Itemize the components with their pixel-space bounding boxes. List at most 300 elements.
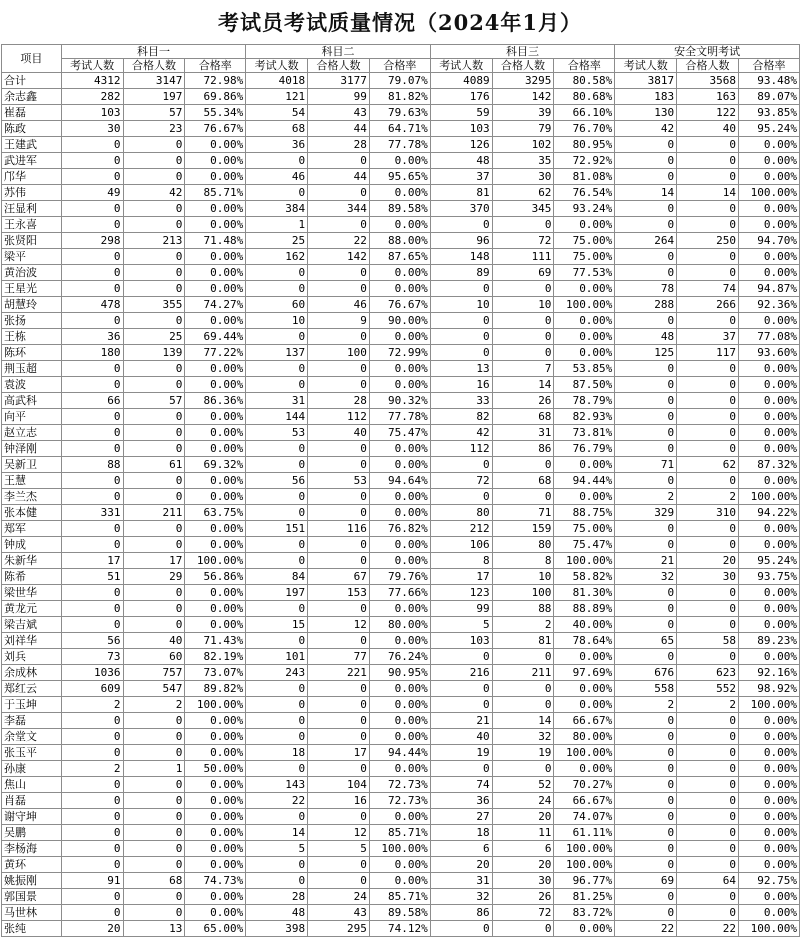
subject1-passed: 0 [123, 409, 185, 425]
subject3-examinees: 17 [430, 569, 492, 585]
column-header-project: 项目 [2, 45, 62, 73]
subject3-passed: 68 [492, 409, 554, 425]
subject2-examinees: 5 [246, 841, 308, 857]
examinee-name: 钟泽刚 [2, 441, 62, 457]
subject1-passed: 139 [123, 345, 185, 361]
safety-pass-rate: 100.00% [738, 489, 799, 505]
subject2-examinees: 384 [246, 201, 308, 217]
subject3-passed: 30 [492, 873, 554, 889]
safety-passed: 117 [677, 345, 739, 361]
subject3-passed: 14 [492, 377, 554, 393]
table-row [2, 921, 800, 937]
subject1-examinees: 0 [61, 441, 123, 457]
examinee-name: 陈希 [2, 569, 62, 585]
subject1-passed: 211 [123, 505, 185, 521]
subject2-pass-rate: 76.24% [369, 649, 430, 665]
table-row [2, 681, 800, 697]
safety-passed: 2 [677, 489, 739, 505]
safety-pass-rate: 0.00% [738, 777, 799, 793]
table-row [2, 425, 800, 441]
examinee-name: 朱新华 [2, 553, 62, 569]
safety-examinees: 0 [615, 153, 677, 169]
subject3-examinees: 27 [430, 809, 492, 825]
table-row [2, 729, 800, 745]
subject1-examinees: 0 [61, 217, 123, 233]
safety-pass-rate: 0.00% [738, 473, 799, 489]
subject3-examinees: 36 [430, 793, 492, 809]
subject1-examinees: 0 [61, 809, 123, 825]
subject1-pass-rate: 0.00% [185, 441, 246, 457]
examinee-name: 胡慧玲 [2, 297, 62, 313]
subject1-examinees: 91 [61, 873, 123, 889]
subject3-pass-rate: 76.54% [554, 185, 615, 201]
subject2-pass-rate: 0.00% [369, 697, 430, 713]
subject2-pass-rate: 72.73% [369, 793, 430, 809]
table-row [2, 329, 800, 345]
safety-passed: 0 [677, 313, 739, 329]
examinee-name: 黄环 [2, 857, 62, 873]
subject1-examinees: 49 [61, 185, 123, 201]
safety-examinees: 0 [615, 809, 677, 825]
examinee-name: 刘兵 [2, 649, 62, 665]
subject3-examinees: 19 [430, 745, 492, 761]
examinee-name: 余堂文 [2, 729, 62, 745]
examinee-name: 武进军 [2, 153, 62, 169]
table-row [2, 777, 800, 793]
column-header-examinees: 考试人数 [61, 59, 123, 73]
subject1-examinees: 609 [61, 681, 123, 697]
safety-pass-rate: 87.32% [738, 457, 799, 473]
safety-pass-rate: 93.48% [738, 73, 799, 89]
safety-examinees: 0 [615, 409, 677, 425]
subject2-pass-rate: 0.00% [369, 217, 430, 233]
column-header-pass-rate: 合格率 [738, 59, 799, 73]
subject1-pass-rate: 0.00% [185, 889, 246, 905]
examinee-name: 合计 [2, 73, 62, 89]
subject2-passed: 104 [308, 777, 370, 793]
safety-pass-rate: 100.00% [738, 697, 799, 713]
safety-passed: 0 [677, 809, 739, 825]
safety-examinees: 78 [615, 281, 677, 297]
subject3-pass-rate: 76.70% [554, 121, 615, 137]
examinee-name: 张贤阳 [2, 233, 62, 249]
subject3-pass-rate: 0.00% [554, 217, 615, 233]
examinee-name: 高武科 [2, 393, 62, 409]
safety-examinees: 0 [615, 825, 677, 841]
subject3-examinees: 40 [430, 729, 492, 745]
column-header-passed: 合格人数 [308, 59, 370, 73]
subject3-examinees: 176 [430, 89, 492, 105]
table-row [2, 665, 800, 681]
subject2-pass-rate: 90.00% [369, 313, 430, 329]
subject2-examinees: 0 [246, 697, 308, 713]
column-header-examinees: 考试人数 [246, 59, 308, 73]
subject3-passed: 72 [492, 233, 554, 249]
safety-pass-rate: 92.16% [738, 665, 799, 681]
table-row [2, 825, 800, 841]
examinee-name: 于玉坤 [2, 697, 62, 713]
examinee-name: 梁吉斌 [2, 617, 62, 633]
safety-examinees: 0 [615, 793, 677, 809]
safety-pass-rate: 0.00% [738, 825, 799, 841]
safety-passed: 74 [677, 281, 739, 297]
subject2-passed: 0 [308, 873, 370, 889]
subject1-pass-rate: 0.00% [185, 745, 246, 761]
safety-pass-rate: 95.24% [738, 121, 799, 137]
safety-examinees: 0 [615, 585, 677, 601]
subject1-examinees: 331 [61, 505, 123, 521]
subject1-pass-rate: 89.82% [185, 681, 246, 697]
table-row [2, 313, 800, 329]
subject2-pass-rate: 81.82% [369, 89, 430, 105]
table-row [2, 793, 800, 809]
subject2-examinees: 0 [246, 681, 308, 697]
safety-examinees: 558 [615, 681, 677, 697]
safety-pass-rate: 0.00% [738, 265, 799, 281]
subject1-passed: 0 [123, 217, 185, 233]
subject3-pass-rate: 78.79% [554, 393, 615, 409]
subject2-pass-rate: 79.76% [369, 569, 430, 585]
subject3-examinees: 42 [430, 425, 492, 441]
subject1-examinees: 56 [61, 633, 123, 649]
subject1-examinees: 88 [61, 457, 123, 473]
examinee-name: 汪显利 [2, 201, 62, 217]
subject2-passed: 12 [308, 825, 370, 841]
subject2-passed: 153 [308, 585, 370, 601]
subject1-pass-rate: 82.19% [185, 649, 246, 665]
table-row [2, 457, 800, 473]
subject2-passed: 0 [308, 361, 370, 377]
safety-examinees: 69 [615, 873, 677, 889]
subject3-passed: 71 [492, 505, 554, 521]
subject3-pass-rate: 61.11% [554, 825, 615, 841]
subject1-passed: 0 [123, 889, 185, 905]
subject1-pass-rate: 86.36% [185, 393, 246, 409]
examinee-name: 肖磊 [2, 793, 62, 809]
subject2-passed: 43 [308, 105, 370, 121]
examinee-name: 谢守坤 [2, 809, 62, 825]
subject3-examinees: 103 [430, 121, 492, 137]
subject1-passed: 0 [123, 281, 185, 297]
subject1-examinees: 0 [61, 201, 123, 217]
subject1-pass-rate: 50.00% [185, 761, 246, 777]
subject1-examinees: 0 [61, 489, 123, 505]
safety-examinees: 0 [615, 217, 677, 233]
subject2-examinees: 101 [246, 649, 308, 665]
subject1-passed: 0 [123, 841, 185, 857]
subject2-pass-rate: 89.58% [369, 201, 430, 217]
subject2-pass-rate: 79.07% [369, 73, 430, 89]
subject3-pass-rate: 0.00% [554, 489, 615, 505]
subject3-passed: 8 [492, 553, 554, 569]
table-row [2, 649, 800, 665]
header-row-groups [2, 45, 800, 59]
subject1-passed: 17 [123, 553, 185, 569]
table-row [2, 857, 800, 873]
subject1-pass-rate: 65.00% [185, 921, 246, 937]
safety-pass-rate: 0.00% [738, 857, 799, 873]
examinee-name: 陈政 [2, 121, 62, 137]
table-row [2, 153, 800, 169]
subject3-pass-rate: 81.08% [554, 169, 615, 185]
safety-examinees: 0 [615, 713, 677, 729]
subject3-examinees: 0 [430, 281, 492, 297]
safety-pass-rate: 98.92% [738, 681, 799, 697]
subject2-pass-rate: 80.00% [369, 617, 430, 633]
safety-passed: 0 [677, 521, 739, 537]
safety-examinees: 0 [615, 777, 677, 793]
subject3-pass-rate: 0.00% [554, 457, 615, 473]
subject2-pass-rate: 77.78% [369, 409, 430, 425]
subject3-passed: 32 [492, 729, 554, 745]
table-row [2, 121, 800, 137]
subject1-pass-rate: 0.00% [185, 521, 246, 537]
safety-passed: 0 [677, 425, 739, 441]
subject3-examinees: 6 [430, 841, 492, 857]
subject1-examinees: 73 [61, 649, 123, 665]
subject3-pass-rate: 100.00% [554, 553, 615, 569]
subject3-examinees: 16 [430, 377, 492, 393]
subject2-passed: 43 [308, 905, 370, 921]
table-row [2, 905, 800, 921]
subject2-pass-rate: 79.63% [369, 105, 430, 121]
safety-pass-rate: 0.00% [738, 377, 799, 393]
subject1-passed: 0 [123, 857, 185, 873]
subject3-pass-rate: 76.79% [554, 441, 615, 457]
table-row [2, 617, 800, 633]
safety-passed: 0 [677, 537, 739, 553]
subject3-examinees: 80 [430, 505, 492, 521]
subject3-examinees: 106 [430, 537, 492, 553]
table-row [2, 377, 800, 393]
table-row [2, 489, 800, 505]
subject1-passed: 0 [123, 489, 185, 505]
subject3-passed: 0 [492, 217, 554, 233]
subject3-pass-rate: 0.00% [554, 697, 615, 713]
subject2-examinees: 68 [246, 121, 308, 137]
subject2-pass-rate: 74.12% [369, 921, 430, 937]
safety-passed: 0 [677, 841, 739, 857]
subject3-pass-rate: 88.89% [554, 601, 615, 617]
subject1-passed: 0 [123, 905, 185, 921]
subject2-passed: 0 [308, 265, 370, 281]
subject2-examinees: 162 [246, 249, 308, 265]
subject3-passed: 3295 [492, 73, 554, 89]
subject1-pass-rate: 0.00% [185, 249, 246, 265]
safety-pass-rate: 92.36% [738, 297, 799, 313]
subject3-examinees: 123 [430, 585, 492, 601]
subject1-passed: 0 [123, 793, 185, 809]
safety-pass-rate: 0.00% [738, 153, 799, 169]
safety-passed: 0 [677, 713, 739, 729]
subject1-pass-rate: 56.86% [185, 569, 246, 585]
safety-pass-rate: 94.70% [738, 233, 799, 249]
examinee-name: 梁平 [2, 249, 62, 265]
subject1-examinees: 2 [61, 761, 123, 777]
subject3-examinees: 13 [430, 361, 492, 377]
examinee-name: 黄龙元 [2, 601, 62, 617]
subject1-passed: 3147 [123, 73, 185, 89]
subject2-passed: 295 [308, 921, 370, 937]
subject2-pass-rate: 0.00% [369, 601, 430, 617]
table-row [2, 409, 800, 425]
subject1-examinees: 0 [61, 857, 123, 873]
subject2-examinees: 14 [246, 825, 308, 841]
table-row [2, 169, 800, 185]
subject2-examinees: 0 [246, 713, 308, 729]
safety-examinees: 14 [615, 185, 677, 201]
safety-examinees: 71 [615, 457, 677, 473]
safety-examinees: 329 [615, 505, 677, 521]
safety-passed: 552 [677, 681, 739, 697]
subject2-passed: 46 [308, 297, 370, 313]
subject3-pass-rate: 75.00% [554, 233, 615, 249]
subject3-examinees: 112 [430, 441, 492, 457]
subject2-pass-rate: 94.44% [369, 745, 430, 761]
subject1-passed: 0 [123, 713, 185, 729]
subject1-examinees: 51 [61, 569, 123, 585]
safety-pass-rate: 94.22% [738, 505, 799, 521]
subject2-examinees: 121 [246, 89, 308, 105]
safety-pass-rate: 0.00% [738, 809, 799, 825]
examinee-name: 王栋 [2, 329, 62, 345]
safety-passed: 2 [677, 697, 739, 713]
subject2-passed: 0 [308, 489, 370, 505]
subject3-pass-rate: 0.00% [554, 329, 615, 345]
subject2-pass-rate: 64.71% [369, 121, 430, 137]
subject1-passed: 0 [123, 745, 185, 761]
total-row [2, 73, 800, 89]
subject2-pass-rate: 95.65% [369, 169, 430, 185]
subject2-examinees: 0 [246, 441, 308, 457]
subject1-examinees: 0 [61, 409, 123, 425]
subject2-examinees: 4018 [246, 73, 308, 89]
safety-passed: 0 [677, 649, 739, 665]
subject3-passed: 10 [492, 297, 554, 313]
subject1-examinees: 0 [61, 153, 123, 169]
safety-passed: 0 [677, 393, 739, 409]
subject2-examinees: 48 [246, 905, 308, 921]
subject2-passed: 0 [308, 537, 370, 553]
subject3-pass-rate: 81.30% [554, 585, 615, 601]
safety-passed: 22 [677, 921, 739, 937]
subject2-passed: 16 [308, 793, 370, 809]
subject3-passed: 345 [492, 201, 554, 217]
safety-pass-rate: 0.00% [738, 425, 799, 441]
subject1-examinees: 0 [61, 521, 123, 537]
safety-passed: 623 [677, 665, 739, 681]
safety-examinees: 130 [615, 105, 677, 121]
subject3-pass-rate: 100.00% [554, 745, 615, 761]
subject1-pass-rate: 0.00% [185, 777, 246, 793]
subject2-examinees: 151 [246, 521, 308, 537]
subject1-passed: 0 [123, 249, 185, 265]
table-row [2, 889, 800, 905]
subject1-pass-rate: 0.00% [185, 361, 246, 377]
subject1-pass-rate: 0.00% [185, 265, 246, 281]
safety-passed: 0 [677, 441, 739, 457]
subject3-pass-rate: 80.00% [554, 729, 615, 745]
safety-pass-rate: 0.00% [738, 169, 799, 185]
subject3-passed: 14 [492, 713, 554, 729]
subject1-passed: 61 [123, 457, 185, 473]
subject1-examinees: 0 [61, 473, 123, 489]
examinee-name: 李磊 [2, 713, 62, 729]
table-row [2, 601, 800, 617]
safety-pass-rate: 0.00% [738, 601, 799, 617]
subject2-passed: 0 [308, 761, 370, 777]
subject2-pass-rate: 0.00% [369, 361, 430, 377]
safety-examinees: 0 [615, 169, 677, 185]
safety-pass-rate: 93.85% [738, 105, 799, 121]
subject3-passed: 0 [492, 697, 554, 713]
subject1-passed: 0 [123, 825, 185, 841]
subject2-examinees: 53 [246, 425, 308, 441]
examinee-name: 孙康 [2, 761, 62, 777]
safety-examinees: 65 [615, 633, 677, 649]
table-row [2, 745, 800, 761]
subject1-passed: 13 [123, 921, 185, 937]
safety-pass-rate: 0.00% [738, 249, 799, 265]
subject2-examinees: 46 [246, 169, 308, 185]
subject3-examinees: 0 [430, 697, 492, 713]
subject1-examinees: 0 [61, 617, 123, 633]
subject1-examinees: 0 [61, 537, 123, 553]
subject1-passed: 0 [123, 169, 185, 185]
subject2-examinees: 0 [246, 489, 308, 505]
subject1-pass-rate: 77.22% [185, 345, 246, 361]
subject1-pass-rate: 0.00% [185, 537, 246, 553]
subject2-passed: 0 [308, 633, 370, 649]
subject3-pass-rate: 72.92% [554, 153, 615, 169]
subject2-pass-rate: 100.00% [369, 841, 430, 857]
subject1-pass-rate: 0.00% [185, 809, 246, 825]
subject3-pass-rate: 0.00% [554, 681, 615, 697]
safety-examinees: 0 [615, 425, 677, 441]
subject3-passed: 79 [492, 121, 554, 137]
subject3-examinees: 21 [430, 713, 492, 729]
subject1-pass-rate: 0.00% [185, 201, 246, 217]
subject1-examinees: 0 [61, 793, 123, 809]
subject3-passed: 86 [492, 441, 554, 457]
subject3-examinees: 5 [430, 617, 492, 633]
subject3-passed: 0 [492, 281, 554, 297]
safety-examinees: 183 [615, 89, 677, 105]
subject2-examinees: 0 [246, 633, 308, 649]
safety-examinees: 264 [615, 233, 677, 249]
subject2-passed: 112 [308, 409, 370, 425]
table-row [2, 521, 800, 537]
subject2-passed: 44 [308, 121, 370, 137]
subject3-passed: 80 [492, 537, 554, 553]
subject1-pass-rate: 0.00% [185, 425, 246, 441]
subject3-examinees: 148 [430, 249, 492, 265]
examinee-name: 荆玉超 [2, 361, 62, 377]
examinee-name: 刘祥华 [2, 633, 62, 649]
subject2-examinees: 0 [246, 761, 308, 777]
subject3-pass-rate: 75.00% [554, 521, 615, 537]
subject2-passed: 0 [308, 553, 370, 569]
subject1-pass-rate: 71.48% [185, 233, 246, 249]
subject1-passed: 0 [123, 809, 185, 825]
examinee-name: 马世林 [2, 905, 62, 921]
safety-pass-rate: 0.00% [738, 713, 799, 729]
subject2-passed: 0 [308, 457, 370, 473]
subject3-examinees: 0 [430, 681, 492, 697]
table-row [2, 713, 800, 729]
subject2-passed: 99 [308, 89, 370, 105]
subject1-examinees: 0 [61, 265, 123, 281]
